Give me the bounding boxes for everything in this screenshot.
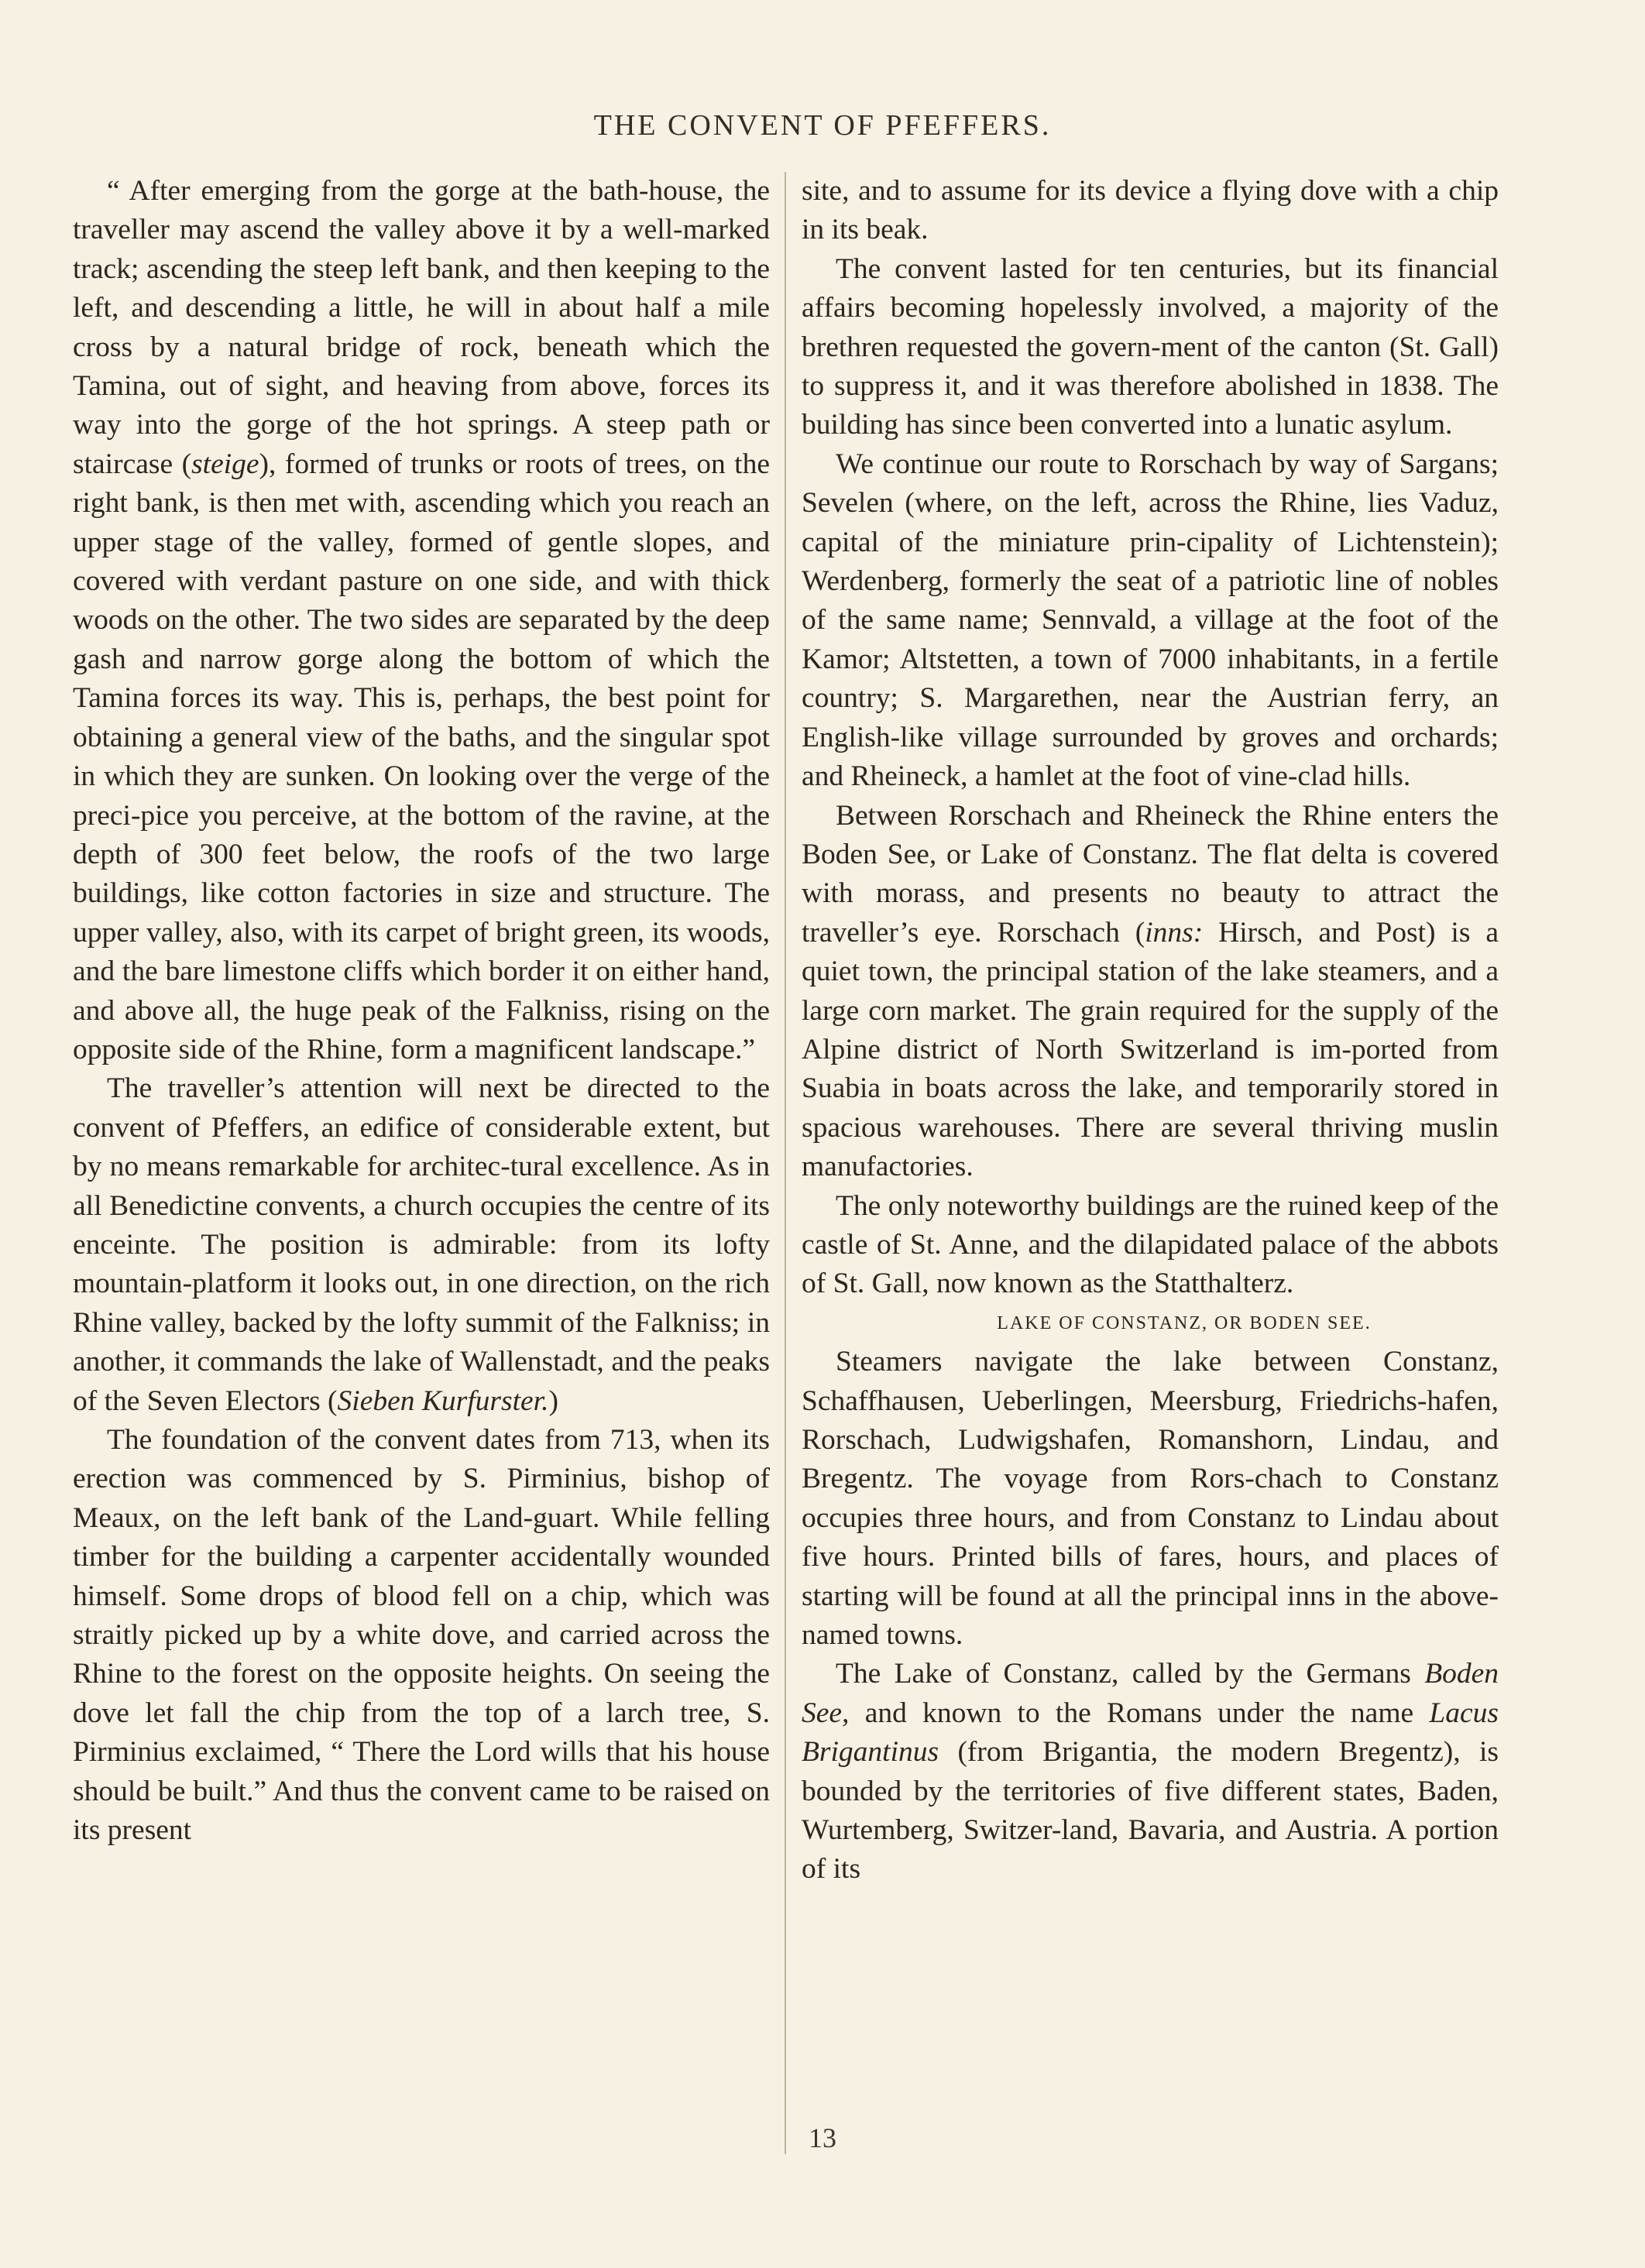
paragraph-steamers: Steamers navigate the lake between Constanz, Schaffhausen, Ueberlingen, Meersburg, Friedrichs-hafen, Rorschach, Ludwigshafen, Romanshorn, Lindau, and Bregentz. The voyage from Rors-chach to Constanz occupies three hours, and from Constanz to Lindau about five hours. Printed bills of fares, hours, and places of starting will be found at all the principal inns in the above-named towns. bbox=[802, 1346, 1499, 1652]
column-divider bbox=[785, 172, 786, 2154]
paragraph-lake-description: The Lake of Constanz, called by the Germans Boden See, and known to the Romans under the name Lacus Brigantinus (from Brigantia, the modern Bregentz), is bounded by the territories of five different states, Baden, Wurtemberg, Switzer-land, Bavaria, and Austria. A portion of its bbox=[802, 1658, 1499, 1885]
paragraph-rorschach: Between Rorschach and Rheineck the Rhine enters the Boden See, or Lake of Constanz. The flat delta is covered with morass, and presents no beauty to attract the traveller’s eye. Rorschach (inns: Hirsch, and Post) is a quiet town, the principal station of the lake steamers, and a large corn market. The grain required for the supply of the Alpine district of North Switzerland is im-ported from Suabia in boats across the lake, and temporarily stored in spacious warehouses. There are several thriving muslin manufactories. bbox=[802, 799, 1499, 1183]
paragraph-convent-foundation: The foundation of the convent dates from 713, when its erection was commenced by S. Pirminius, bishop of Meaux, on the left bank of the Land-guart. While felling timber for the building a carpenter accidentally wounded himself. Some drops of blood fell on a chip, which was straitly picked up by a white dove, and carried across the Rhine to the forest on the opposite heights. On seeing the dove let fall the chip from the top of a larch tree, S. Pirminius exclaimed, “ There the Lord wills that his house should be built.” And thus the convent came to be raised on its present bbox=[73, 1424, 770, 1847]
section-heading: LAKE OF CONSTANZ, OR BODEN SEE. bbox=[997, 1312, 1372, 1333]
paragraph-route-to-rorschach: We continue our route to Rorschach by way of Sargans; Sevelen (where, on the left, across the Rhine, lies Vaduz, capital of the miniature prin-cipality of Lichtenstein); Werdenberg, formerly the seat of a patriotic line of nobles of the same name; Sennvald, a village at the foot of the Kamor; Altstetten, a town of 7000 inhabitants, in a fertile country; S. Margarethen, near the Austrian ferry, an English-like village surrounded by groves and orchards; and Rheineck, a hamlet at the foot of vine-clad hills. bbox=[802, 448, 1499, 793]
running-title: THE CONVENT OF PFEFFERS. bbox=[593, 109, 1052, 142]
paragraph-convent-abolished: The convent lasted for ten centuries, but its financial affairs becoming hopelessly involved, a majority of the brethren requested the govern-ment of the canton (St. Gall) to suppress it, and it was therefore abolished in 1838. The building has since been converted into a lunatic asylum. bbox=[802, 252, 1499, 441]
page-number: 13 bbox=[809, 2122, 836, 2153]
paragraph-convent-description: The traveller’s attention will next be directed to the convent of Pfeffers, an edifice of considerable extent, but by no means remarkable for architec-tural excellence. As in all Benedictine convents, a church occupies the centre of its enceinte. The position is admirable: from its lofty mountain-platform it looks out, in one direction, on the rich Rhine valley, backed by the lofty summit of the Falkniss; in another, it commands the lake of Wallenstadt, and the peaks of the Seven Electors (Sieben Kurfurster.) bbox=[73, 1072, 770, 1417]
left-column bbox=[73, 172, 770, 1850]
paragraph-continued: site, and to assume for its device a flying dove with a chip in its beak. bbox=[802, 175, 1499, 246]
paragraph-noteworthy-buildings: The only noteworthy buildings are the ruined keep of the castle of St. Anne, and the dilapidated palace of the abbots of St. Gall, now known as the Statthalterz. bbox=[802, 1189, 1499, 1300]
paragraph-bath-house-quote: “ After emerging from the gorge at the bath-house, the traveller may ascend the valley above it by a well-marked track; ascending the steep left bank, and then keeping to the left, and descending a little, he will in about half a mile cross by a natural bridge of rock, beneath which the Tamina, out of sight, and heaving from above, forces its way into the gorge of the hot springs. A steep path or staircase (steige), formed of trunks or roots of trees, on the right bank, is then met with, ascending which you reach an upper stage of the valley, formed of gentle slopes, and covered with verdant pasture on one side, and with thick woods on the other. The two sides are separated by the deep gash and narrow gorge along the bottom of which the Tamina forces its way. This is, perhaps, the best point for obtaining a general view of the baths, and the singular spot in which they are sunken. On looking over the verge of the preci-pice you perceive, at the bottom of the ravine, at the depth of 300 feet below, the roofs of the two large buildings, like cotton factories in size and structure. The upper valley, also, with its carpet of bright green, its woods, and the bare limestone cliffs which border it on either hand, and above all, the huge peak of the Falkniss, rising on the opposite side of the Rhine, form a magnificent landscape.” bbox=[73, 175, 770, 1065]
right-column bbox=[802, 172, 1499, 1889]
